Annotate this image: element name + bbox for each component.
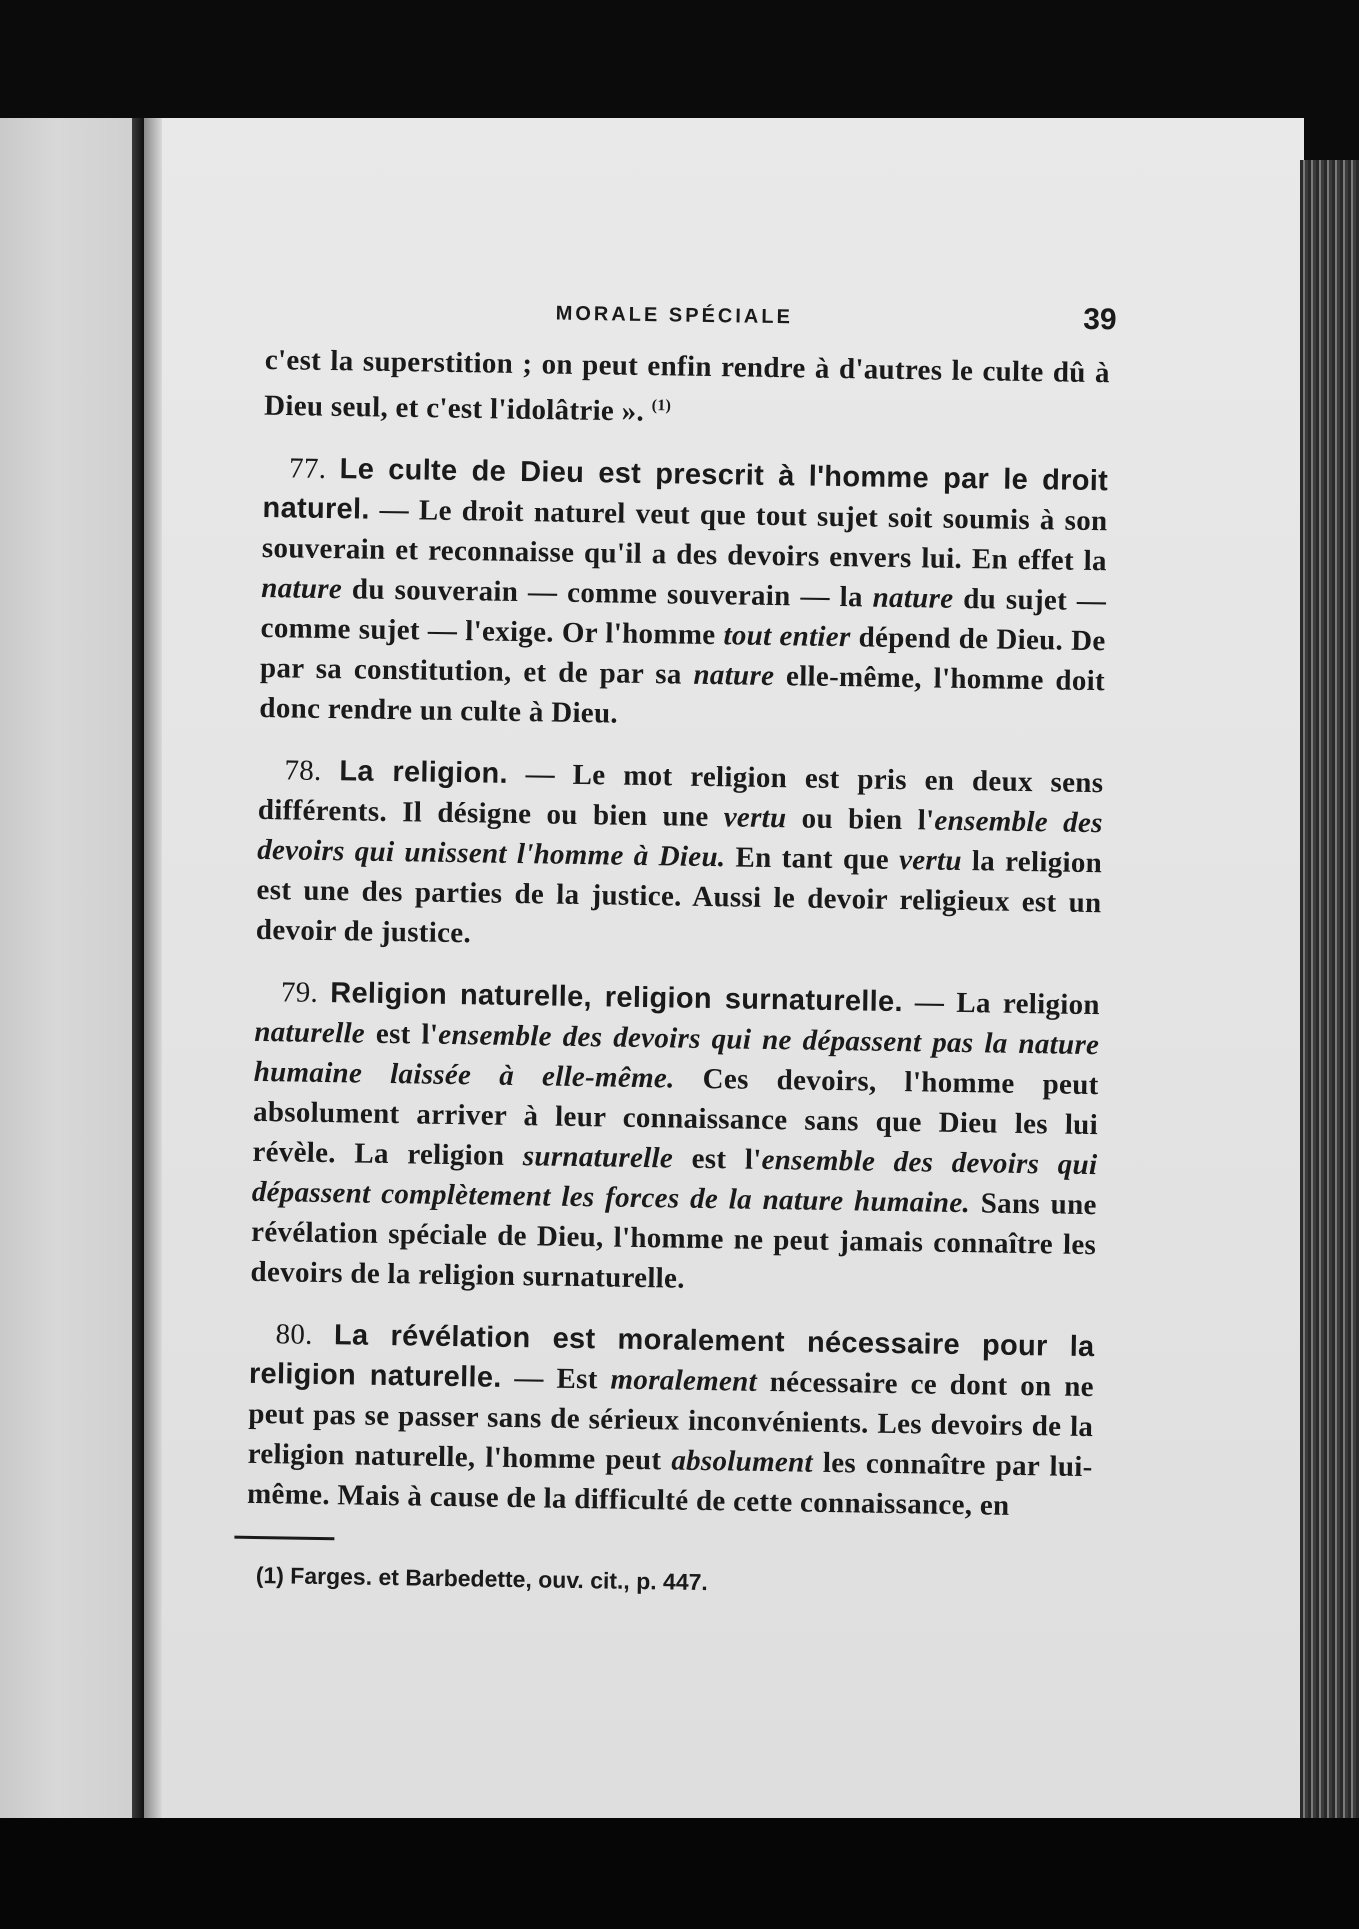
section-text: dépend de Dieu. De par sa constitution, et de par sa	[259, 620, 1106, 691]
section-text: — Est	[501, 1361, 611, 1396]
paragraph-text: c'est la superstition ; on peut enfin rendre à d'autres le culte dû à Dieu seul, et c'est l'idolâtrie ».	[263, 343, 1111, 428]
italic-text: absolument	[671, 1444, 814, 1479]
section-text: elle-même, l'homme doit donc rendre un culte à Dieu.	[259, 659, 1106, 730]
section-text: En tant que	[725, 840, 900, 876]
footnote-rule	[234, 1535, 334, 1540]
section-text: du sujet — comme sujet — l'exige. Or l'homme	[260, 582, 1107, 651]
section-number: 78.	[284, 754, 322, 787]
italic-text: vertu	[898, 843, 963, 877]
section-78	[256, 750, 1104, 963]
section-number: 77.	[288, 452, 327, 485]
section-text: est l'	[364, 1017, 439, 1051]
section-text: du souverain — comme souverain — la	[341, 572, 873, 614]
italic-text: ensemble des devoirs qui unissent l'homme à Dieu.	[256, 804, 1103, 873]
section-77	[259, 448, 1108, 741]
facing-page-edge	[0, 118, 140, 1818]
section-text: Ces devoirs, l'homme peut absolument arriver à leur connaissance sans que Dieu les lui révèle. La religion	[252, 1062, 1099, 1172]
italic-text: tout entier	[723, 618, 851, 653]
italic-text: vertu	[723, 800, 787, 834]
section-text: les connaître par lui-même. Mais à cause de la difficulté de cette connaissance, en	[246, 1446, 1093, 1522]
section-title: Religion naturelle, religion surnaturelle.	[330, 976, 904, 1018]
italic-text: ensemble des devoirs qui ne dépassent pas la nature humaine laissée à elle-même.	[253, 1018, 1100, 1095]
running-head: MORALE SPÉCIALE	[555, 302, 794, 329]
page-stack-edge	[1300, 160, 1359, 1820]
section-79	[250, 972, 1100, 1305]
section-text: nécessaire ce dont on ne peut pas se passer sans de sérieux inconvénients. Les devoirs de la religion naturelle, l'homme peut	[247, 1365, 1095, 1477]
section-number: 80.	[275, 1317, 314, 1351]
italic-text: nature	[261, 571, 343, 605]
section-text: — Le mot religion est pris en deux sens différents. Il désigne ou bien une	[257, 757, 1104, 833]
section-text: ou bien l'	[786, 801, 935, 837]
italic-text: ensemble des devoirs qui dépassent complètement les forces de la nature humaine.	[251, 1143, 1098, 1219]
page-text	[246, 290, 1117, 1604]
section-title: La révélation est moralement nécessaire pour la religion naturelle.	[248, 1318, 1095, 1394]
section-80	[247, 1314, 1095, 1527]
scanner-background	[0, 1818, 1359, 1929]
section-title: Le culte de Dieu est prescrit à l'homme par le droit naturel.	[262, 452, 1109, 526]
section-text: Sans une révélation spéciale de Dieu, l'homme ne peut jamais connaître les devoirs de la religion surnaturelle.	[250, 1186, 1097, 1295]
section-text: la religion est une des parties de la justice. Aussi le devoir religieux est un devoir de justice.	[255, 844, 1103, 949]
section-number: 79.	[280, 975, 319, 1009]
italic-text: surnaturelle	[522, 1139, 674, 1175]
italic-text: moralement	[610, 1363, 758, 1398]
italic-text: nature	[693, 658, 775, 692]
book-gutter-shadow	[132, 118, 144, 1818]
section-text: est l'	[672, 1142, 762, 1176]
footnote: (1) Farges. et Barbedette, ouv. cit., p. 447.	[255, 1561, 709, 1595]
section-text: — La religion	[902, 985, 1101, 1021]
page-number: 39	[1083, 302, 1117, 337]
italic-text: nature	[872, 581, 954, 615]
footnote-reference: (1)	[651, 397, 672, 415]
paragraph-continuation	[264, 340, 1110, 439]
section-text: — Le droit naturel veut que tout sujet soit soumis à son souverain et reconnaisse qu'il a des devoirs envers lui. En effet la	[261, 493, 1108, 577]
page-gutter	[144, 118, 162, 1818]
section-title: La religion.	[339, 754, 509, 790]
italic-text: naturelle	[254, 1015, 366, 1050]
